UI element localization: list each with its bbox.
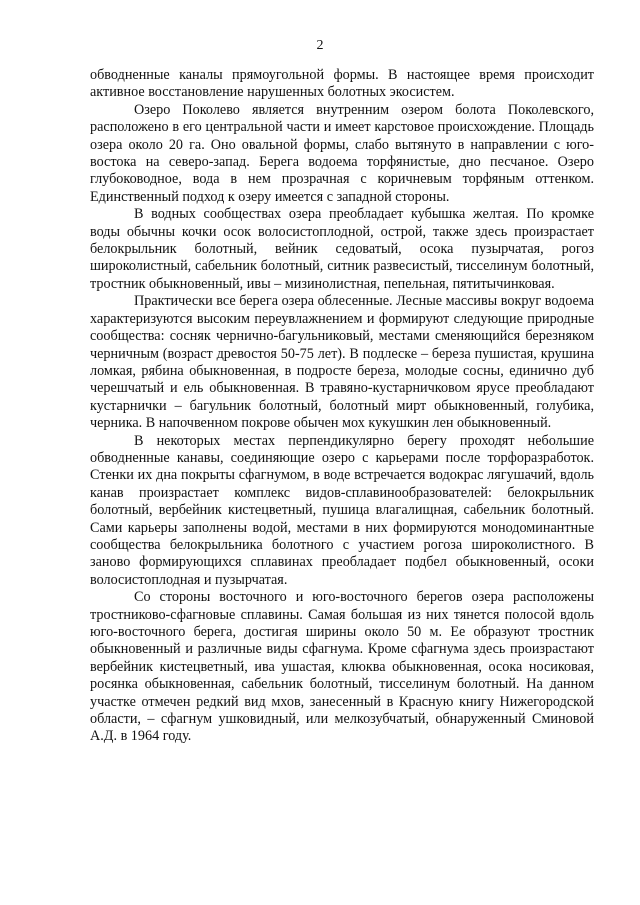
- paragraph-forest-shores: Практически все берега озера облесенные. Лесные массивы вокруг водоема характеризуются высоким переувлажнением и формируют следующие природные сообщества: сосняк чернично-багульниковый, местами сменяющийся березняком черничным (возраст древостоя 50-75 лет). В подлеске – береза пушистая, крушина ломкая, рябина обыкновенная, в подросте береза, молодые сосны, единично дуб черешчатый и ель обыкновенная. В травяно-кустарничковом ярусе преобладают кустарнички – багульник болотный, болотный мирт обыкновенный, голубика, черника. В напочвенном покрове обычен мох кукушкин лен обыкновенный.: [90, 293, 594, 432]
- paragraph-ditches-quarries: В некоторых местах перпендикулярно берегу проходят небольшие обводненные канавы, соединяющие озеро с карьерами после торфоразработок. Стенки их дна покрыты сфагнумом, в воде встречается водокрас лягушачий, вдоль канав произрастает комплекс видов-сплавинообразователей: белокрыльник болотный, вербейник кистецветный, пушица влагалищная, сабельник болотный. Сами карьеры заполнены водой, местами в них формируются монодоминантные сообщества белокрыльника болотного с участием рогоза широколистного. В заново формирующихся сплавинах преобладает подбел обыкновенный, осоки волосистоплодная и пузырчатая.: [90, 432, 594, 588]
- paragraph-lake-description: Озеро Поколево является внутренним озером болота Поколевского, расположено в его центральной части и имеет карстовое происхождение. Площадь озера около 20 га. Оно овальной формы, слабо вытянуто в направлении с юго-востока на северо-запад. Берега водоема торфянистые, дно песчаное. Озеро глубоководное, вода в нем прозрачная с коричневым торфяным оттенком. Единственный подход к озеру имеется с западной стороны.: [90, 101, 594, 205]
- paragraph-canals-continuation: обводненные каналы прямоугольной формы. В настоящее время происходит активное восстановление нарушенных болотных экосистем.: [90, 67, 594, 101]
- page-number: 2: [316, 38, 324, 53]
- paragraph-aquatic-communities: В водных сообществах озера преобладает кубышка желтая. По кромке воды обычны кочки осок волосистоплодной, острой, также здесь произрастает белокрыльник болотный, вейник седоватый, осока пузырчатая, рогоз широколистный, сабельник болотный, ситник развесистый, тисселинум болотный, тростник обыкновенный, ивы – мизинолистная, пепельная, пятитычинковая.: [90, 206, 594, 292]
- paragraph-reed-sphagnum-mats: Со стороны восточного и юго-восточного берегов озера расположены тростниково-сфагновые сплавины. Самая большая из них тянется полосой вдоль юго-восточного берега, достигая ширины около 50 м. Ее образуют тростник обыкновенный и различные виды сфагнума. Кроме сфагнума здесь произрастают вербейник кистецветный, ива ушастая, клюква обыкновенная, осока носиковая, росянка обыкновенная, сабельник болотный, тисселинум болотный. На данном участке отмечен редкий вид мхов, занесенный в Красную книгу Нижегородской области, – сфагнум ушковидный, или мелкозубчатый, обнаруженный Сминовой А.Д. в 1964 году.: [90, 589, 594, 745]
- document-body: [90, 67, 594, 746]
